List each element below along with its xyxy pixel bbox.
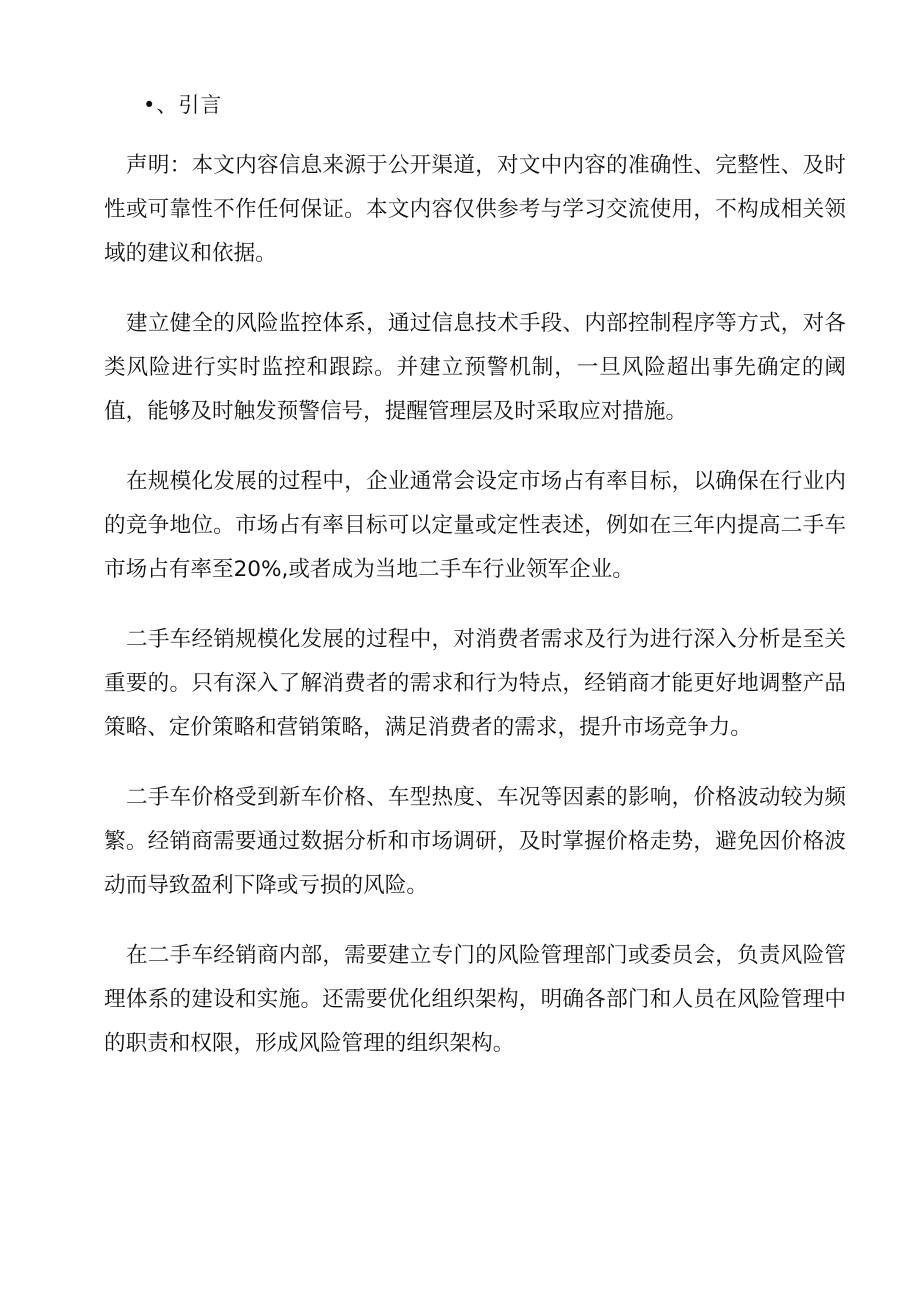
document-body [104,144,846,1092]
paragraph-risk-organization: 在二手车经销商内部，需要建立专门的风险管理部门或委员会，负责风险管理体系的建设和实施。还需要优化组织架构，明确各部门和人员在风险管理中的职责和权限，形成风险管理的组织架构。 [104,943,846,1056]
paragraph-market-share: 在规模化发展的过程中，企业通常会设定市场占有率目标，以确保在行业内的竞争地位。市场占有率目标可以定量或定性表述，例如在三年内提高二手车市场占有率至20%,或者成为当地二手车行业领军企业。 [104,469,846,582]
paragraph-price-volatility: 二手车价格受到新车价格、车型热度、车况等因素的影响，价格波动较为频繁。经销商需要通过数据分析和市场调研，及时掌握价格走势，避免因价格波动而导致盈利下降或亏损的风险。 [104,785,846,898]
paragraph-consumer-analysis: 二手车经销规模化发展的过程中，对消费者需求及行为进行深入分析是至关重要的。只有深入了解消费者的需求和行为特点，经销商才能更好地调整产品策略、定价策略和营销策略，满足消费者的需求，提升市场竞争力。 [104,627,846,740]
paragraph-disclaimer: 声明：本文内容信息来源于公开渠道，对文中内容的准确性、完整性、及时性或可靠性不作任何保证。本文内容仅供参考与学习交流使用，不构成相关领域的建议和依据。 [104,153,846,266]
section-heading: •、引言 [143,93,223,117]
paragraph-risk-monitoring: 建立健全的风险监控体系，通过信息技术手段、内部控制程序等方式，对各类风险进行实时监控和跟踪。并建立预警机制，一旦风险超出事先确定的阈值，能够及时触发预警信号，提醒管理层及时采取应对措施。 [104,311,846,424]
